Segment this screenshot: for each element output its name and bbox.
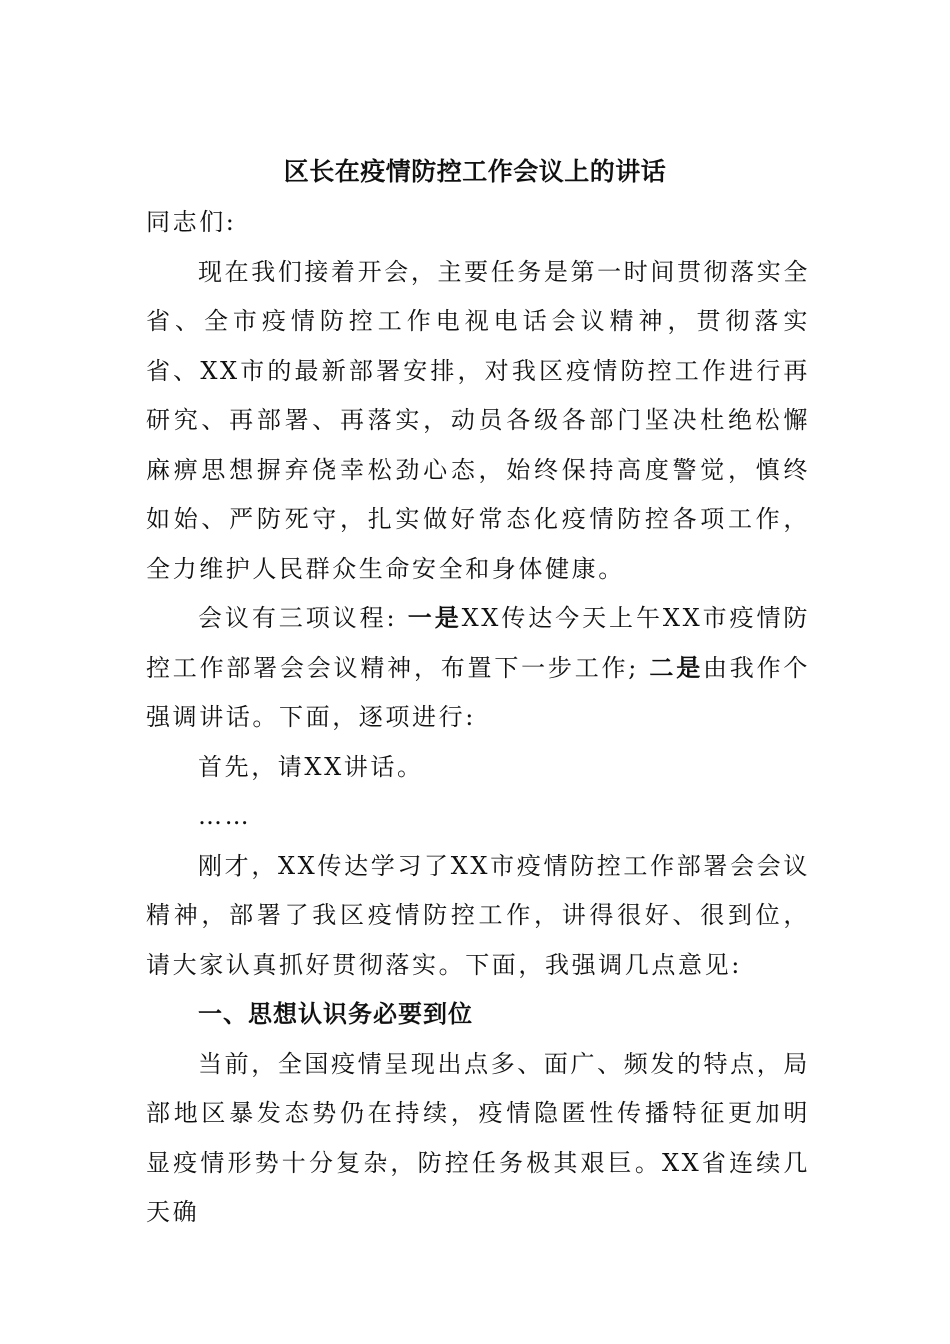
ellipsis: …… [198, 802, 252, 830]
paragraph-situation: 当前，全国疫情呈现出点多、面广、频发的特点，局部地区暴发态势仍在持续，疫情隐匿性传播特征更加明显疫情形势十分复杂，防控任务极其艰巨。XX省连续几天确 [146, 1049, 810, 1226]
salutation: 同志们: [146, 208, 237, 236]
document-title: 区长在疫情防控工作会议上的讲话 [283, 157, 667, 186]
paragraph-summary: 刚才，XX传达学习了XX市疫情防控工作部署会会议精神，部署了我区疫情防控工作，讲得很好、很到位，请大家认真抓好贯彻落实。下面，我强调几点意见: [146, 851, 810, 979]
paragraph-first-speaker: 首先，请XX讲话。 [198, 752, 424, 781]
section-heading-1: 一、思想认识务必要到位 [198, 1000, 473, 1028]
agenda-item-1-text: XX传达今天上午XX市疫情防控工作部署会会议精神，布置下一步工作; [146, 604, 810, 682]
agenda-intro: 会议有三项议程: [198, 604, 408, 632]
agenda-item-1-label: 一是 [407, 604, 462, 632]
document-body [146, 198, 810, 1238]
paragraph-opening: 现在我们接着开会，主要任务是第一时间贯彻落实全省、全市疫情防控工作电视电话会议精神，贯彻落实省、XX市的最新部署安排，对我区疫情防控工作进行再研究、再部署、再落实，动员各级各部门坚决杜绝松懈麻痹思想摒弃侥幸松劲心态，始终保持高度警觉，慎终如始、严防死守，扎实做好常态化疫情防控各项工作，全力维护人民群众生命安全和身体健康。 [146, 257, 810, 583]
agenda-item-2-label: 二是 [649, 653, 704, 682]
agenda-item-2-text: 由我作个强调讲话。下面，逐项进行: [146, 653, 810, 731]
paragraph-agenda [146, 594, 810, 743]
